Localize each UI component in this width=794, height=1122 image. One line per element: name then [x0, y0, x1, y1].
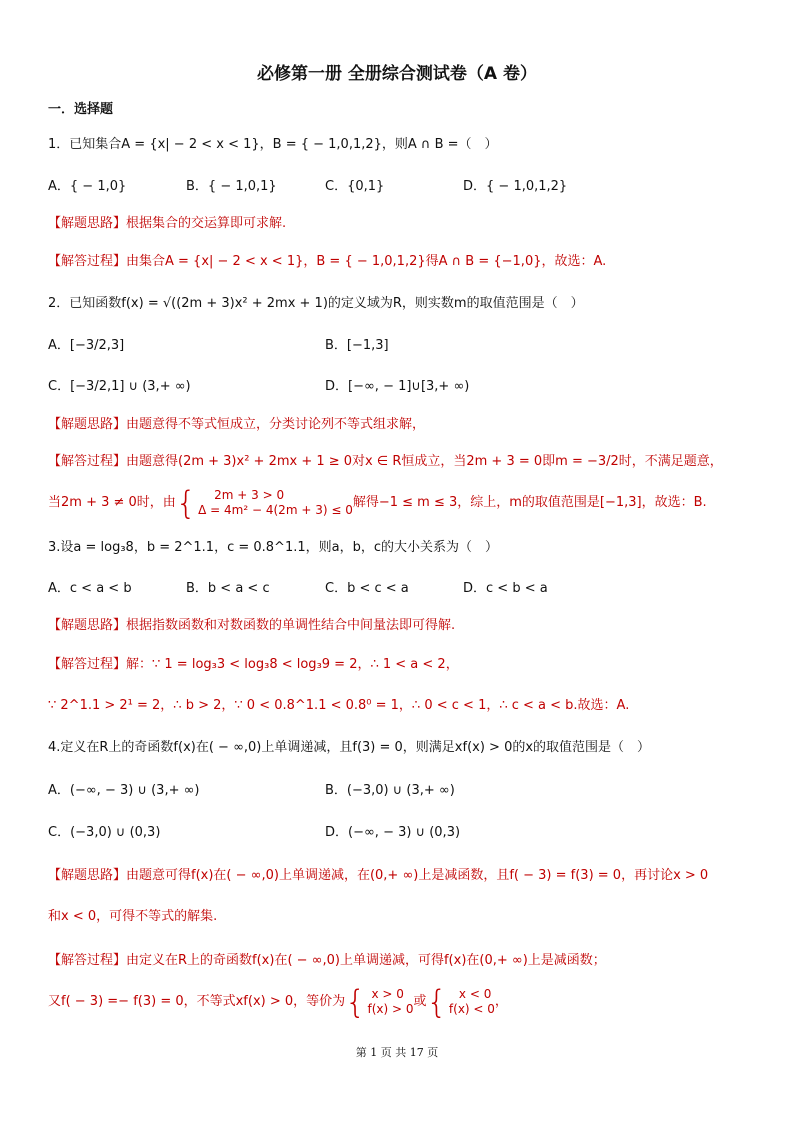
q4-system1-row-2: f(x) > 0	[367, 1001, 414, 1016]
q2-process2-suffix: 解得−1 ≤ m ≤ 3，综上，m的取值范围是[−1,3]，故选：B.	[352, 495, 707, 510]
q1-option-b: B．{ − 1,0,1}	[186, 179, 277, 194]
q4-solution-process-1: 【解答过程】由定义在R上的奇函数f(x)在( − ∞,0)上单调递减，可得f(x)在(0,+ ∞)上是减函数；	[48, 953, 606, 968]
q3-option-b: B．b < a < c	[186, 581, 270, 596]
q3-option-c: C．b < c < a	[325, 581, 409, 596]
q4-option-b: B．(−3,0) ∪ (3,+ ∞)	[325, 783, 455, 798]
section-heading: 一．选择题	[48, 102, 114, 117]
q3-solution-process-1: 【解答过程】解：∵ 1 = log₃3 < log₃8 < log₃9 = 2，∴ 1 < a < 2，	[48, 657, 459, 672]
q1-option-c: C．{0,1}	[325, 179, 385, 194]
q4-option-d: D．(−∞, − 3) ∪ (0,3)	[325, 825, 461, 840]
q4-process2-end: ，	[494, 994, 508, 1009]
q2-option-c: C．[−3/2,1] ∪ (3,+ ∞)	[48, 379, 191, 394]
left-brace-icon: {	[426, 982, 447, 1021]
q4-inequality-system-1	[345, 982, 414, 1021]
q3-stem: 3.设a = log₃8，b = 2^1.1，c = 0.8^1.1，则a，b，c的大小关系为（ ）	[48, 540, 498, 555]
q4-system2-row-1: x < 0	[458, 986, 492, 1001]
q3-solution-process-2: ∵ 2^1.1 > 2¹ = 2，∴ b > 2，∵ 0 < 0.8^1.1 < 0.8⁰ = 1，∴ 0 < c < 1，∴ c < a < b.故选：A.	[48, 698, 630, 713]
q3-option-a: A．c < a < b	[48, 581, 132, 596]
q4-solution-process-2	[48, 984, 508, 1020]
q4-system1-row-1: x > 0	[371, 986, 404, 1001]
q2-inequality-system	[175, 483, 353, 522]
q2-solution-process-2	[48, 485, 707, 521]
q2-option-a: A．[−3/2,3]	[48, 338, 125, 353]
q2-solution-process-1: 【解答过程】由题意得(2m + 3)x² + 2mx + 1 ≥ 0对x ∈ R恒成立，当2m + 3 = 0即m = −3/2时，不满足题意，	[48, 454, 723, 469]
q4-solution-idea-2: 和x < 0，可得不等式的解集.	[48, 909, 218, 924]
q2-system-row-2: Δ = 4m² − 4(2m + 3) ≤ 0	[198, 502, 353, 517]
page-footer: 第 1 页 共 17 页	[355, 1046, 439, 1059]
q3-solution-idea: 【解题思路】根据指数函数和对数函数的单调性结合中间量法即可得解.	[48, 618, 456, 633]
q1-solution-idea: 【解题思路】根据集合的交运算即可求解.	[48, 216, 287, 231]
q1-solution-process: 【解答过程】由集合A = {x| − 2 < x < 1}，B = { − 1,0,1,2}得A ∩ B = {−1,0}，故选：A.	[48, 254, 607, 269]
q4-or-word: 或	[413, 994, 427, 1009]
q4-stem: 4.定义在R上的奇函数f(x)在( − ∞,0)上单调递减，且f(3) = 0，则满足xf(x) > 0的x的取值范围是（ ）	[48, 740, 651, 755]
q2-solution-idea: 【解题思路】由题意得不等式恒成立，分类讨论列不等式组求解，	[48, 417, 426, 432]
q4-solution-idea-1: 【解题思路】由题意可得f(x)在( − ∞,0)上单调递减，在(0,+ ∞)上是减函数，且f( − 3) = f(3) = 0，再讨论x > 0	[48, 868, 709, 883]
q2-stem: 2．已知函数f(x) = √((2m + 3)x² + 2mx + 1)的定义域为R，则实数m的取值范围是（ ）	[48, 296, 584, 311]
q2-option-b: B．[−1,3]	[325, 338, 389, 353]
q4-option-c: C．(−3,0) ∪ (0,3)	[48, 825, 161, 840]
q2-option-d: D．[−∞, − 1]∪[3,+ ∞)	[325, 379, 470, 394]
q4-inequality-system-2	[426, 982, 495, 1021]
left-brace-icon: {	[175, 483, 197, 522]
q4-process2-prefix: 又f( − 3) =− f(3) = 0，不等式xf(x) > 0，等价为	[48, 994, 346, 1009]
q2-system-row-1: 2m + 3 > 0	[214, 487, 285, 502]
q3-option-d: D．c < b < a	[463, 581, 548, 596]
q2-process2-prefix: 当2m + 3 ≠ 0时，由	[48, 495, 176, 510]
q4-option-a: A．(−∞, − 3) ∪ (3,+ ∞)	[48, 783, 200, 798]
q1-option-d: D．{ − 1,0,1,2}	[463, 179, 568, 194]
page-title: 必修第一册 全册综合测试卷（A 卷）	[257, 64, 537, 84]
q4-system2-row-2: f(x) < 0	[448, 1001, 495, 1016]
q1-option-a: A．{ − 1,0}	[48, 179, 127, 194]
q1-stem: 1．已知集合A = {x| − 2 < x < 1}，B = { − 1,0,1,2}，则A ∩ B =（ ）	[48, 137, 498, 152]
left-brace-icon: {	[345, 982, 366, 1021]
